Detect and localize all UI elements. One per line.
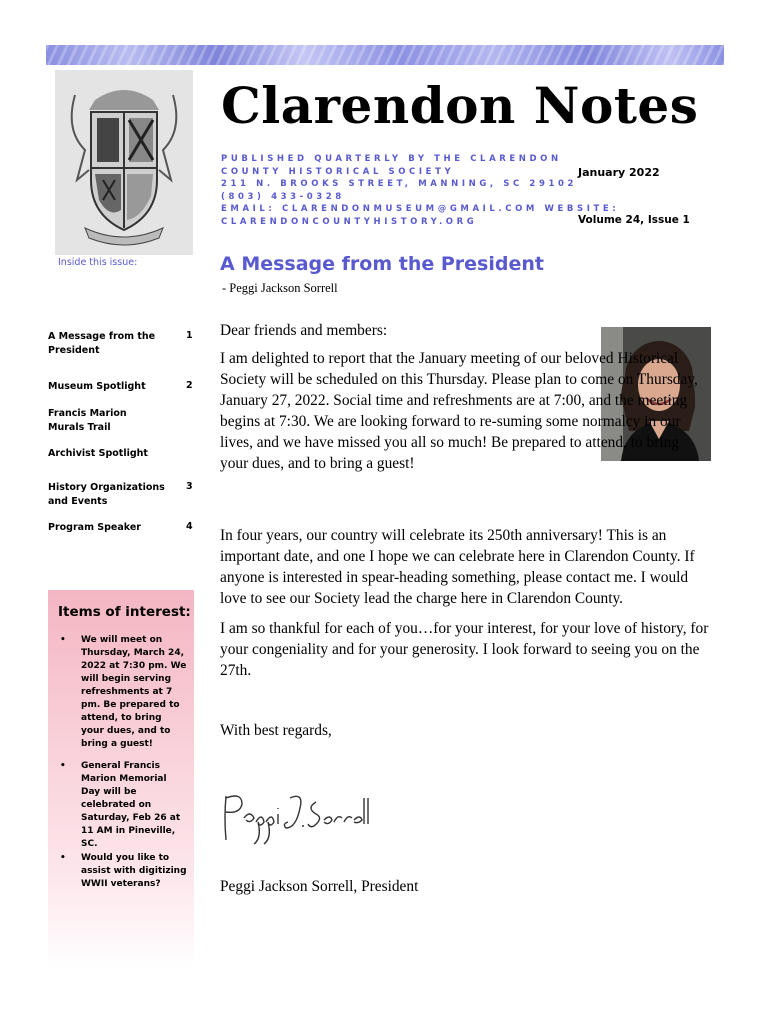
toc-item-label: Program Speaker xyxy=(48,522,141,533)
article-greeting: Dear friends and members: xyxy=(220,322,388,339)
toc-item-label: Museum Spotlight xyxy=(48,381,146,392)
bullet-icon: • xyxy=(60,635,66,645)
header-decorative-band xyxy=(46,45,724,65)
list-item-text: General Francis Marion Memorial Day will be celebrated on Saturday, Feb 26 at 11 AM in Pineville, SC. xyxy=(81,761,181,849)
list-item-text: Would you like to assist with digitizing WWII veterans? xyxy=(81,853,187,889)
toc-item-label: History Organizations and Events xyxy=(48,482,165,507)
items-of-interest-heading: Items of interest: xyxy=(58,604,191,620)
article-paragraph: I am so thankful for each of you…for your interest, for your love of history, for your congeniality and for your generosity. I look forward to seeing you on the 27th. xyxy=(220,620,709,679)
toc-item-label: Archivist Spotlight xyxy=(48,448,148,459)
toc-item-page: 2 xyxy=(186,380,193,391)
bullet-icon: • xyxy=(60,761,66,771)
issue-date: January 2022 xyxy=(578,166,660,179)
county-crest-image xyxy=(55,70,193,255)
inside-this-issue-label: Inside this issue: xyxy=(58,257,138,268)
publisher-phone: (803) 433-0328 xyxy=(221,191,345,202)
publisher-address: 211 N. BROOKS STREET, MANNING, SC 29102 xyxy=(221,179,577,189)
toc-item-page: 4 xyxy=(186,521,193,532)
signature xyxy=(220,788,370,853)
toc-item-page: 1 xyxy=(186,330,193,341)
publisher-line: COUNTY HISTORICAL SOCIETY xyxy=(221,166,455,177)
paragraph-text: I am delighted to report that the January meeting of our beloved Historical Society will be scheduled on this Thursday. Please plan to come on Thursday, January 27, 2022. Social time and refreshments are at 7:00, and the meeting begins at 7:30. We are looking forward to re-suming some normalcy in our lives, and we have missed you all so much! Be prepared to attend, to bring your dues, and to bring a guest! xyxy=(220,350,698,472)
bullet-icon: • xyxy=(60,853,66,863)
article-heading: A Message from the President xyxy=(220,253,544,275)
crest-icon xyxy=(55,70,193,255)
publisher-line: PUBLISHED QUARTERLY BY THE CLARENDON xyxy=(221,154,562,164)
article-paragraph xyxy=(220,348,710,474)
list-item-text: We will meet on Thursday, March 24, 2022 at 7:30 pm. We will begin serving refreshments at 7 pm. Be prepared to attend, to bring your dues, and to bring a guest! xyxy=(81,635,187,749)
toc-item-label: Francis Marion Murals Trail xyxy=(48,408,127,433)
article-byline: - Peggi Jackson Sorrell xyxy=(222,281,338,295)
handwritten-signature-icon xyxy=(220,788,370,848)
publisher-website: CLARENDONCOUNTYHISTORY.ORG xyxy=(221,216,478,227)
newsletter-title: Clarendon Notes xyxy=(221,76,699,135)
article-signoff: Peggi Jackson Sorrell, President xyxy=(220,878,419,895)
article-paragraph: In four years, our country will celebrate its 250th anniversary! This is an important date, and one I hope we can celebrate here in Clarendon County. If anyone is interested in spear-heading something, please contact me. I would love to see our Society lead the charge here in Clarendon County. xyxy=(220,527,695,607)
toc-item-page: 3 xyxy=(186,481,193,492)
issue-volume: Volume 24, Issue 1 xyxy=(578,214,690,226)
publisher-email: EMAIL: CLARENDONMUSEUM@GMAIL.COM WEBSITE: xyxy=(221,204,620,214)
toc-item-label: A Message from the President xyxy=(48,331,156,356)
article-closing: With best regards, xyxy=(220,722,332,739)
items-of-interest-panel xyxy=(48,590,194,970)
